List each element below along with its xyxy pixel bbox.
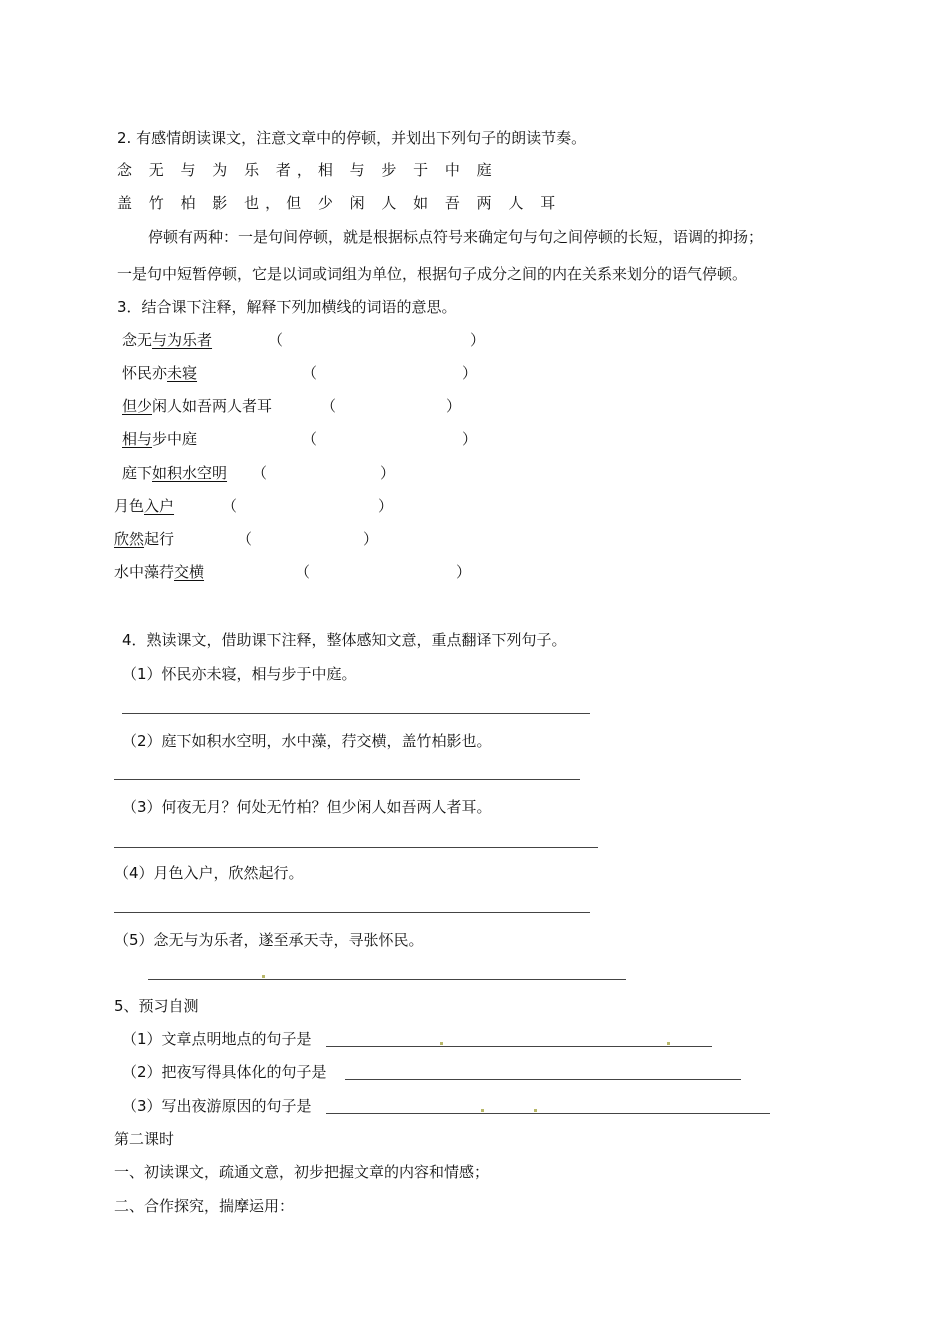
mark-dot (481, 1109, 484, 1112)
q3-item: 怀民亦未寝 (122, 364, 198, 382)
q4-sentence: （1）怀民亦未寝，相与步于中庭。 (122, 665, 357, 683)
q3-item: 念无与为乐者 (122, 331, 213, 349)
lesson2-title: 第二课时 (114, 1130, 175, 1148)
answer-paren-open: （ (302, 364, 318, 382)
q3-item: 庭下如积水空明 (122, 464, 228, 482)
q5-item: （3）写出夜游原因的句子是 (122, 1097, 312, 1115)
q5-item: （1）文章点明地点的句子是 (122, 1030, 312, 1048)
q2-line1: 念 无 与 为 乐 者，相 与 步 于 中 庭 (117, 161, 498, 179)
answer-paren-close: ） (380, 464, 396, 482)
q3-item: 但少闲人如吾两人者耳 (122, 397, 273, 415)
answer-paren-close: ） (363, 530, 379, 548)
q2-note1: 停顿有两种：一是句间停顿，就是根据标点符号来确定句与句之间停顿的长短，语调的抑扬； (148, 228, 764, 246)
answer-line[interactable] (326, 1046, 712, 1047)
answer-paren-open: （ (222, 497, 238, 515)
q2-title: 2. 有感情朗读课文，注意文章中的停顿，并划出下列句子的朗读节奏。 (117, 129, 587, 147)
answer-paren-close: ） (470, 331, 486, 349)
mark-dot (440, 1042, 443, 1045)
lesson2-item: 一、初读课文，疏通文意，初步把握文章的内容和情感； (114, 1163, 490, 1181)
answer-line[interactable] (114, 847, 598, 848)
answer-line[interactable] (148, 979, 626, 980)
mark-dot (262, 975, 265, 978)
q2-line2: 盖 竹 柏 影 也，但 少 闲 人 如 吾 两 人 耳 (117, 194, 562, 212)
mark-dot (534, 1109, 537, 1112)
answer-paren-close: ） (446, 397, 462, 415)
answer-line[interactable] (326, 1113, 770, 1114)
q3-title: 3．结合课下注释，解释下列加横线的词语的意思。 (117, 298, 457, 316)
answer-paren-close: ） (378, 497, 394, 515)
answer-line[interactable] (114, 912, 590, 913)
q4-sentence: （5）念无与为乐者，遂至承天寺，寻张怀民。 (114, 931, 424, 949)
q4-sentence: （3）何夜无月？何处无竹柏？但少闲人如吾两人者耳。 (122, 798, 492, 816)
q3-item: 水中藻荇交横 (114, 563, 205, 581)
q3-item: 欣然起行 (114, 530, 175, 548)
answer-paren-open: （ (252, 464, 268, 482)
answer-paren-open: （ (302, 430, 318, 448)
q4-sentence: （2）庭下如积水空明，水中藻，荇交横，盖竹柏影也。 (122, 732, 492, 750)
answer-line[interactable] (114, 779, 580, 780)
answer-paren-close: ） (462, 430, 478, 448)
q5-item: （2）把夜写得具体化的句子是 (122, 1063, 327, 1081)
q3-item: 相与步中庭 (122, 430, 198, 448)
q4-sentence: （4）月色入户，欣然起行。 (114, 864, 304, 882)
answer-line[interactable] (345, 1079, 741, 1080)
lesson2-item: 二、合作探究，揣摩运用： (114, 1197, 295, 1215)
q4-title: 4．熟读课文，借助课下注释，整体感知文意，重点翻译下列句子。 (122, 631, 567, 649)
answer-paren-open: （ (237, 530, 253, 548)
q5-title: 5、预习自测 (114, 997, 199, 1015)
q2-note2: 一是句中短暂停顿，它是以词或词组为单位，根据句子成分之间的内在关系来划分的语气停顿。 (117, 265, 748, 283)
mark-dot (667, 1042, 670, 1045)
q3-item: 月色入户 (114, 497, 175, 515)
answer-paren-open: （ (268, 331, 284, 349)
answer-paren-open: （ (321, 397, 337, 415)
answer-paren-open: （ (295, 563, 311, 581)
answer-paren-close: ） (456, 563, 472, 581)
answer-line[interactable] (122, 713, 590, 714)
answer-paren-close: ） (462, 364, 478, 382)
